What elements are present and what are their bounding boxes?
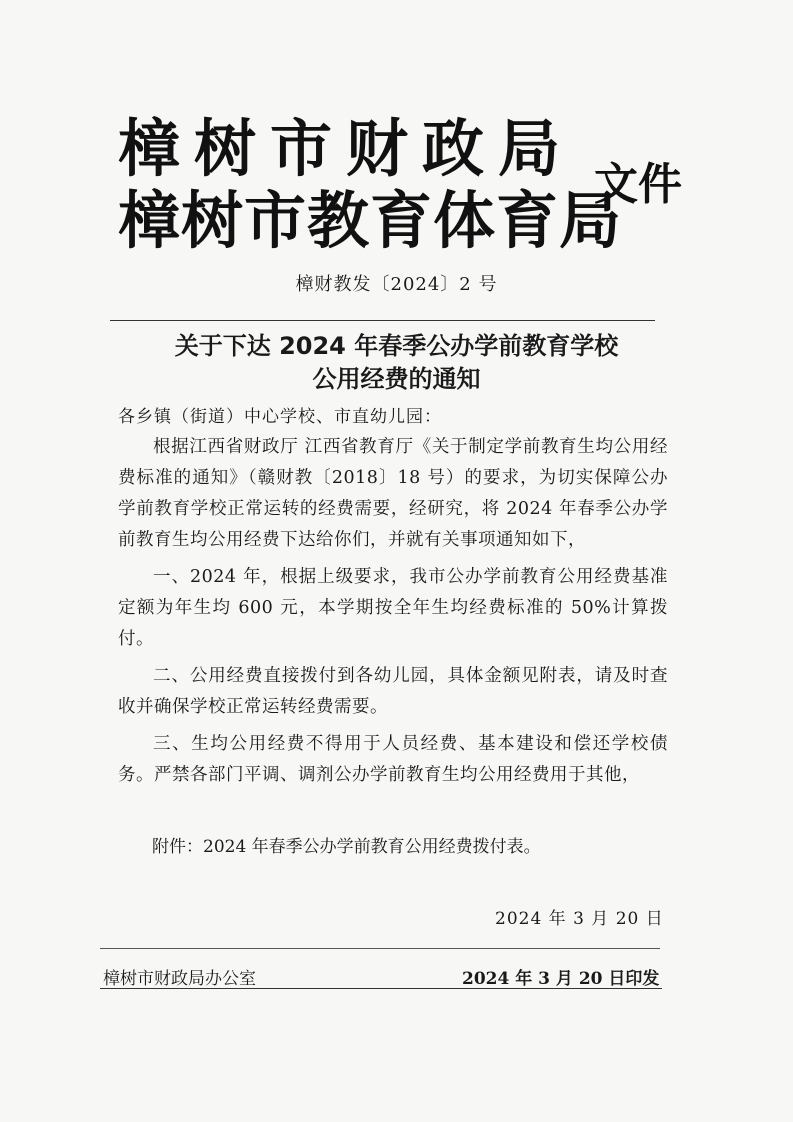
attachment-note: 附件：2024 年春季公办学前教育公用经费拨付表。 [152, 837, 541, 857]
print-date: 2024 年 3 月 20 日印发 [462, 969, 660, 989]
signature-date: 2024 年 3 月 20 日 [495, 909, 664, 929]
header-divider [110, 320, 655, 321]
document-number: 樟财教发〔2024〕2 号 [295, 274, 498, 295]
title-line-1: 关于下达 2024 年春季公办学前教育学校 [174, 332, 619, 360]
title-line-2: 公用经费的通知 [312, 365, 481, 393]
paragraph-item-2: 二、公用经费直接拨付到各幼儿园，具体金额见附表，请及时查收并确保学校正常运转经费需要。 [118, 666, 668, 717]
issuing-office: 樟树市财政局办公室 [103, 969, 256, 989]
paragraph-item-1: 一、2024 年，根据上级要求，我市公办学前教育公用经费基准定额为年生均 600 元，本学期按全年生均经费标准的 50%计算拨付。 [118, 567, 668, 649]
document-suffix: 文件 [594, 159, 682, 210]
recipients: 各乡镇（街道）中心学校、市直幼儿园： [118, 407, 442, 427]
paragraph-intro: 根据江西省财政厅 江西省教育厅《关于制定学前教育生均公用经费标准的通知》（赣财教〔2018〕18 号）的要求，为切实保障公办学前教育学校正常运转的经费需要，经研究，将 2024 年春季公办学前教育生均公用经费下达给你们，并就有关事项通知如下， [118, 437, 668, 550]
footer-divider-bottom [100, 988, 662, 989]
paragraph-item-3: 三、生均公用经费不得用于人员经费、基本建设和偿还学校债务。严禁各部门平调、调剂公办学前教育生均公用经费用于其他， [118, 734, 668, 785]
issuer-line-2: 樟树市教育体育局 [118, 184, 623, 257]
document-title [0, 330, 793, 396]
document-header [118, 108, 718, 258]
document-body [118, 432, 668, 797]
footer-divider-top [100, 948, 660, 949]
issuer-line-1: 樟树市财政局 [118, 112, 575, 185]
